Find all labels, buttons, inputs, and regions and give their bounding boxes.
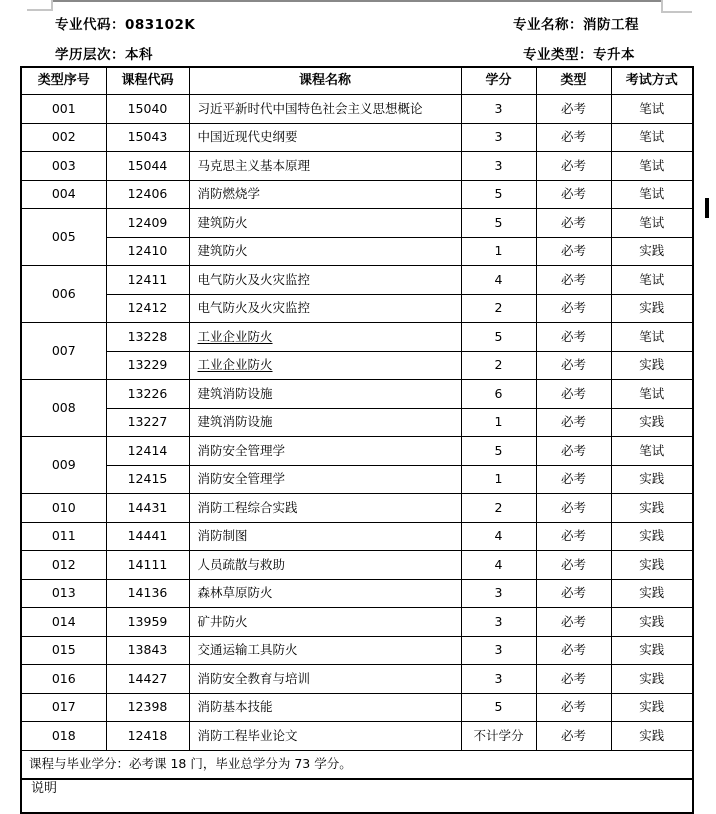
table-row	[21, 209, 693, 238]
course-name-cell: 人员疏散与救助	[189, 551, 461, 580]
course-code-cell: 13229	[106, 351, 189, 380]
table-row	[21, 152, 693, 181]
seq-cell: 010	[21, 494, 106, 523]
type-cell: 必考	[536, 494, 611, 523]
col-header-course-code: 课程代码	[106, 67, 189, 95]
credits-cell: 5	[461, 437, 536, 466]
table-row	[21, 608, 693, 637]
type-cell: 必考	[536, 294, 611, 323]
table-row	[21, 95, 693, 124]
table-row	[21, 408, 693, 437]
type-cell: 必考	[536, 323, 611, 352]
credits-cell: 3	[461, 636, 536, 665]
course-code-cell: 14441	[106, 522, 189, 551]
credits-cell: 2	[461, 294, 536, 323]
course-name-cell: 消防安全教育与培训	[189, 665, 461, 694]
exam-method-cell: 笔试	[611, 180, 693, 209]
exam-method-cell: 实践	[611, 494, 693, 523]
course-code-cell: 13959	[106, 608, 189, 637]
type-cell: 必考	[536, 579, 611, 608]
type-cell: 必考	[536, 408, 611, 437]
type-cell: 必考	[536, 437, 611, 466]
course-name-cell: 消防制图	[189, 522, 461, 551]
table-row	[21, 294, 693, 323]
course-name-cell: 消防工程综合实践	[189, 494, 461, 523]
major-type-text: 专业类型：专升本	[523, 47, 635, 63]
type-cell: 必考	[536, 351, 611, 380]
exam-method-cell: 实践	[611, 237, 693, 266]
table-row	[21, 522, 693, 551]
course-name-cell: 交通运输工具防火	[189, 636, 461, 665]
credits-cell: 4	[461, 266, 536, 295]
course-code-cell: 12410	[106, 237, 189, 266]
exam-method-cell: 实践	[611, 408, 693, 437]
course-name-cell: 电气防火及火灾监控	[189, 266, 461, 295]
credits-cell: 4	[461, 522, 536, 551]
exam-method-cell: 笔试	[611, 95, 693, 124]
course-code-cell: 12398	[106, 693, 189, 722]
page-boundary-mark-right	[661, 11, 692, 13]
course-name-cell: 消防基本技能	[189, 693, 461, 722]
course-code-cell: 12411	[106, 266, 189, 295]
seq-cell: 008	[21, 380, 106, 437]
type-cell: 必考	[536, 608, 611, 637]
summary-row	[21, 750, 693, 779]
type-cell: 必考	[536, 551, 611, 580]
exam-method-cell: 实践	[611, 551, 693, 580]
course-code-cell: 15040	[106, 95, 189, 124]
col-header-type: 类型	[536, 67, 611, 95]
notes-cell: 说明	[21, 779, 693, 813]
exam-method-cell: 笔试	[611, 380, 693, 409]
exam-method-cell: 笔试	[611, 209, 693, 238]
course-code-cell: 12409	[106, 209, 189, 238]
type-cell: 必考	[536, 722, 611, 751]
credits-cell: 4	[461, 551, 536, 580]
credits-cell: 2	[461, 351, 536, 380]
seq-cell: 001	[21, 95, 106, 124]
type-cell: 必考	[536, 636, 611, 665]
major-name-text: 专业名称：消防工程	[513, 17, 639, 33]
underlined-course-name: 工业企业防火	[197, 357, 273, 373]
credits-cell: 5	[461, 209, 536, 238]
credits-cell: 1	[461, 465, 536, 494]
course-name-cell	[189, 323, 461, 352]
table-row	[21, 551, 693, 580]
col-header-course-name: 课程名称	[189, 67, 461, 95]
table-row	[21, 465, 693, 494]
type-cell: 必考	[536, 266, 611, 295]
exam-method-cell: 笔试	[611, 123, 693, 152]
seq-cell: 007	[21, 323, 106, 380]
table-row	[21, 237, 693, 266]
credits-cell: 1	[461, 237, 536, 266]
course-name-cell: 电气防火及火灾监控	[189, 294, 461, 323]
table-row	[21, 380, 693, 409]
course-name-cell: 建筑防火	[189, 209, 461, 238]
seq-cell: 018	[21, 722, 106, 751]
course-table	[20, 66, 694, 814]
type-cell: 必考	[536, 209, 611, 238]
course-code-cell: 12418	[106, 722, 189, 751]
course-code-cell: 14431	[106, 494, 189, 523]
exam-method-cell: 笔试	[611, 437, 693, 466]
course-code-cell: 15043	[106, 123, 189, 152]
course-name-cell	[189, 351, 461, 380]
credits-cell: 5	[461, 323, 536, 352]
col-header-exam-method: 考试方式	[611, 67, 693, 95]
type-cell: 必考	[536, 665, 611, 694]
credits-cell: 3	[461, 608, 536, 637]
course-code-cell: 12412	[106, 294, 189, 323]
exam-method-cell: 实践	[611, 294, 693, 323]
underlined-course-name: 工业企业防火	[197, 328, 273, 344]
col-header-seq: 类型序号	[21, 67, 106, 95]
course-name-cell: 建筑消防设施	[189, 380, 461, 409]
col-header-credits: 学分	[461, 67, 536, 95]
exam-method-cell: 实践	[611, 579, 693, 608]
exam-method-cell: 笔试	[611, 266, 693, 295]
education-level-text: 学历层次：本科	[55, 47, 153, 63]
seq-cell: 016	[21, 665, 106, 694]
credits-cell: 2	[461, 494, 536, 523]
table-row	[21, 693, 693, 722]
summary-cell: 课程与毕业学分：必考课 18 门，毕业总学分为 73 学分。	[21, 750, 693, 779]
credits-cell: 3	[461, 123, 536, 152]
course-name-cell: 森林草原防火	[189, 579, 461, 608]
course-name-cell: 消防安全管理学	[189, 437, 461, 466]
exam-method-cell: 实践	[611, 722, 693, 751]
exam-method-cell: 实践	[611, 636, 693, 665]
course-name-cell: 中国近现代史纲要	[189, 123, 461, 152]
course-code-cell: 14136	[106, 579, 189, 608]
type-cell: 必考	[536, 693, 611, 722]
table-row	[21, 722, 693, 751]
credits-cell: 3	[461, 152, 536, 181]
seq-cell: 006	[21, 266, 106, 323]
course-code-cell: 12415	[106, 465, 189, 494]
exam-method-cell: 实践	[611, 522, 693, 551]
credits-cell: 1	[461, 408, 536, 437]
type-cell: 必考	[536, 123, 611, 152]
course-code-cell: 13843	[106, 636, 189, 665]
course-name-cell: 建筑防火	[189, 237, 461, 266]
exam-method-cell: 实践	[611, 351, 693, 380]
type-cell: 必考	[536, 237, 611, 266]
seq-cell: 004	[21, 180, 106, 209]
seq-cell: 012	[21, 551, 106, 580]
table-header-row	[21, 67, 693, 95]
credits-cell: 6	[461, 380, 536, 409]
exam-method-cell: 实践	[611, 665, 693, 694]
seq-cell: 013	[21, 579, 106, 608]
course-name-cell: 习近平新时代中国特色社会主义思想概论	[189, 95, 461, 124]
seq-cell: 009	[21, 437, 106, 494]
course-name-cell: 消防工程毕业论文	[189, 722, 461, 751]
course-code-cell: 12414	[106, 437, 189, 466]
course-code-cell: 14111	[106, 551, 189, 580]
seq-cell: 015	[21, 636, 106, 665]
seq-cell: 014	[21, 608, 106, 637]
course-name-cell: 消防安全管理学	[189, 465, 461, 494]
exam-method-cell: 实践	[611, 465, 693, 494]
course-name-cell: 消防燃烧学	[189, 180, 461, 209]
credits-cell: 不计学分	[461, 722, 536, 751]
type-cell: 必考	[536, 465, 611, 494]
course-name-cell: 建筑消防设施	[189, 408, 461, 437]
seq-cell: 005	[21, 209, 106, 266]
course-name-cell: 马克思主义基本原理	[189, 152, 461, 181]
notes-row-partial	[21, 779, 693, 813]
course-name-cell: 矿井防火	[189, 608, 461, 637]
exam-method-cell: 笔试	[611, 323, 693, 352]
seq-cell: 011	[21, 522, 106, 551]
type-cell: 必考	[536, 380, 611, 409]
table-row	[21, 180, 693, 209]
credits-cell: 5	[461, 180, 536, 209]
page-boundary-mark-left	[51, 0, 53, 11]
seq-cell: 017	[21, 693, 106, 722]
exam-method-cell: 实践	[611, 693, 693, 722]
table-row	[21, 579, 693, 608]
seq-cell: 003	[21, 152, 106, 181]
course-code-cell: 13228	[106, 323, 189, 352]
credits-cell: 3	[461, 579, 536, 608]
table-row	[21, 123, 693, 152]
course-code-cell: 13227	[106, 408, 189, 437]
table-row	[21, 494, 693, 523]
page-boundary-mark-left	[27, 9, 53, 11]
table-row	[21, 636, 693, 665]
exam-method-cell: 实践	[611, 608, 693, 637]
type-cell: 必考	[536, 522, 611, 551]
credits-cell: 3	[461, 95, 536, 124]
table-row	[21, 665, 693, 694]
type-cell: 必考	[536, 180, 611, 209]
type-cell: 必考	[536, 95, 611, 124]
text-cursor	[705, 198, 709, 218]
course-code-cell: 14427	[106, 665, 189, 694]
seq-cell: 002	[21, 123, 106, 152]
table-row	[21, 323, 693, 352]
course-code-cell: 12406	[106, 180, 189, 209]
major-code-text: 专业代码：083102K	[55, 17, 196, 33]
page-top-rule	[53, 0, 661, 2]
type-cell: 必考	[536, 152, 611, 181]
course-code-cell: 13226	[106, 380, 189, 409]
table-row	[21, 266, 693, 295]
exam-method-cell: 笔试	[611, 152, 693, 181]
credits-cell: 3	[461, 665, 536, 694]
table-row	[21, 351, 693, 380]
table-row	[21, 437, 693, 466]
course-code-cell: 15044	[106, 152, 189, 181]
credits-cell: 5	[461, 693, 536, 722]
